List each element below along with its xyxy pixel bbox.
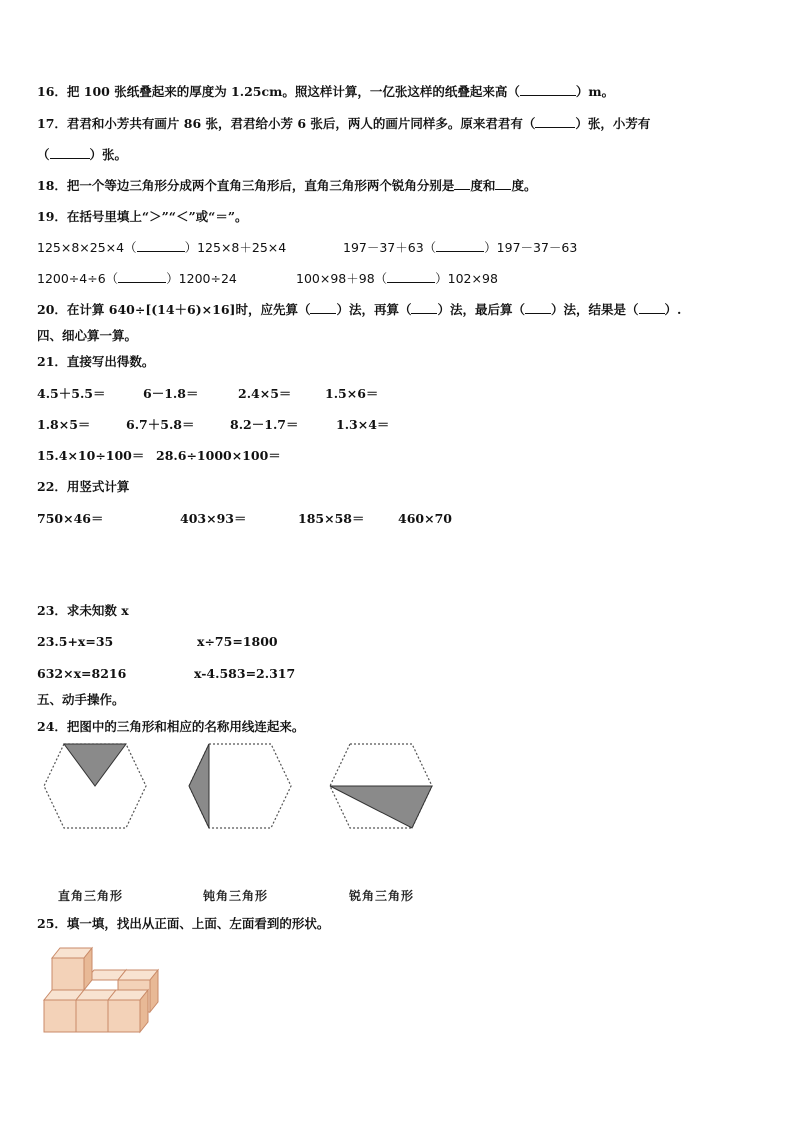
question-text: ）法，再算（ [336, 302, 412, 317]
caption-acute-triangle[interactable]: 锐角三角形 [349, 889, 415, 903]
question-text: ）法，结果是（ [550, 302, 639, 317]
caption-obtuse-triangle[interactable]: 钝角三角形 [203, 889, 269, 903]
question-text: 度。 [511, 178, 537, 193]
answer-blank[interactable] [520, 84, 576, 96]
compare-right: ）1200÷24 [166, 271, 237, 286]
question-text: ）. [664, 302, 682, 317]
answer-blank[interactable] [137, 240, 185, 252]
vertical-calc-item: 750×46＝ [37, 511, 104, 526]
question-20 [37, 302, 681, 318]
question-25 [37, 916, 329, 932]
answer-blank[interactable] [639, 302, 665, 314]
compare-item [37, 240, 286, 256]
question-text: 填一填，找出从正面、上面、左面看到的形状。 [66, 916, 330, 931]
question-number: 16． [37, 84, 67, 99]
question-text: ）法，最后算（ [437, 302, 525, 317]
answer-blank[interactable] [535, 116, 575, 128]
calc-item: 1.5×6＝ [325, 386, 379, 401]
equation-item: 632×x=8216 [37, 666, 127, 681]
compare-left: 197－37＋63（ [343, 240, 437, 255]
question-text-end: ）m。 [575, 84, 615, 99]
equation-item: x÷75=1800 [197, 634, 278, 649]
question-text: 直接写出得数。 [66, 354, 155, 369]
compare-left: 100×98＋98（ [296, 271, 388, 286]
calc-item: 6.7＋5.8＝ [126, 417, 195, 432]
vertical-calc-item: 185×58＝ [298, 511, 365, 526]
question-number: 22． [37, 479, 67, 494]
question-23 [37, 603, 129, 619]
question-text: （ [37, 147, 50, 162]
question-text: 度和 [470, 178, 496, 193]
compare-right: ）197－37－63 [484, 240, 578, 255]
question-19 [37, 209, 248, 225]
question-number: 21． [37, 354, 67, 369]
question-17 [37, 116, 650, 132]
question-number: 17． [37, 116, 67, 131]
vertical-calc-item: 460×70 [398, 511, 452, 526]
calc-item: 8.2－1.7＝ [230, 417, 299, 432]
question-text: 用竖式计算 [66, 479, 130, 494]
calc-item: 2.4×5＝ [238, 386, 292, 401]
hexagon-acute-triangle-figure [326, 740, 436, 832]
calc-item: 1.3×4＝ [336, 417, 390, 432]
cube-stack-figure [42, 944, 172, 1036]
question-17-line2 [37, 147, 127, 163]
compare-item [343, 240, 577, 256]
question-text: ）张。 [89, 147, 128, 162]
question-number: 25． [37, 916, 67, 931]
calc-item: 28.6÷1000×100＝ [156, 448, 281, 463]
question-text: 求未知数 x [66, 603, 129, 618]
compare-left: 125×8×25×4（ [37, 240, 137, 255]
answer-blank[interactable] [454, 178, 470, 190]
calc-item: 6－1.8＝ [143, 386, 199, 401]
compare-item [37, 271, 237, 287]
question-22 [37, 479, 129, 495]
answer-blank[interactable] [118, 271, 166, 283]
equation-item: x-4.583=2.317 [194, 666, 296, 681]
answer-blank[interactable] [525, 302, 551, 314]
compare-item [296, 271, 498, 287]
hexagon-right-triangle-figure [40, 740, 150, 832]
answer-blank[interactable] [495, 178, 511, 190]
answer-blank[interactable] [310, 302, 336, 314]
question-text: 在计算 640÷[(14＋6)×16]时，应先算（ [66, 302, 311, 317]
question-number: 24． [37, 719, 67, 734]
question-text: 君君和小芳共有画片 86 张，君君给小芳 6 张后，两人的画片同样多。原来君君有（ [66, 116, 536, 131]
equation-item: 23.5+x=35 [37, 634, 114, 649]
question-text: 把图中的三角形和相应的名称用线连起来。 [66, 719, 305, 734]
answer-blank[interactable] [436, 240, 484, 252]
question-text: 在括号里填上“＞”“＜”或“＝”。 [66, 209, 248, 224]
vertical-calc-item: 403×93＝ [180, 511, 247, 526]
question-text: ）张，小芳有 [575, 116, 651, 131]
question-text: 把一个等边三角形分成两个直角三角形后，直角三角形两个锐角分别是 [66, 178, 455, 193]
question-18 [37, 178, 536, 194]
calc-item: 1.8×5＝ [37, 417, 91, 432]
hexagon-obtuse-triangle-figure [185, 740, 295, 832]
question-text: 把 100 张纸叠起来的厚度为 1.25cm。照这样计算，一亿张这样的纸叠起来高（ [66, 84, 520, 99]
question-number: 19． [37, 209, 67, 224]
answer-blank[interactable] [50, 147, 90, 159]
answer-blank[interactable] [411, 302, 437, 314]
question-21 [37, 354, 154, 370]
calc-item: 4.5＋5.5＝ [37, 386, 106, 401]
section-heading: 四、细心算一算。 [37, 328, 138, 343]
compare-right: ）125×8＋25×4 [184, 240, 287, 255]
caption-right-triangle[interactable]: 直角三角形 [58, 889, 124, 903]
question-number: 23． [37, 603, 67, 618]
compare-right: ）102×98 [435, 271, 498, 286]
compare-left: 1200÷4÷6（ [37, 271, 119, 286]
question-24 [37, 719, 304, 735]
section-heading: 五、动手操作。 [37, 692, 125, 707]
question-number: 18． [37, 178, 67, 193]
answer-blank[interactable] [387, 271, 435, 283]
question-number: 20． [37, 302, 67, 317]
calc-item: 15.4×10÷100＝ [37, 448, 145, 463]
question-16 [37, 84, 614, 100]
